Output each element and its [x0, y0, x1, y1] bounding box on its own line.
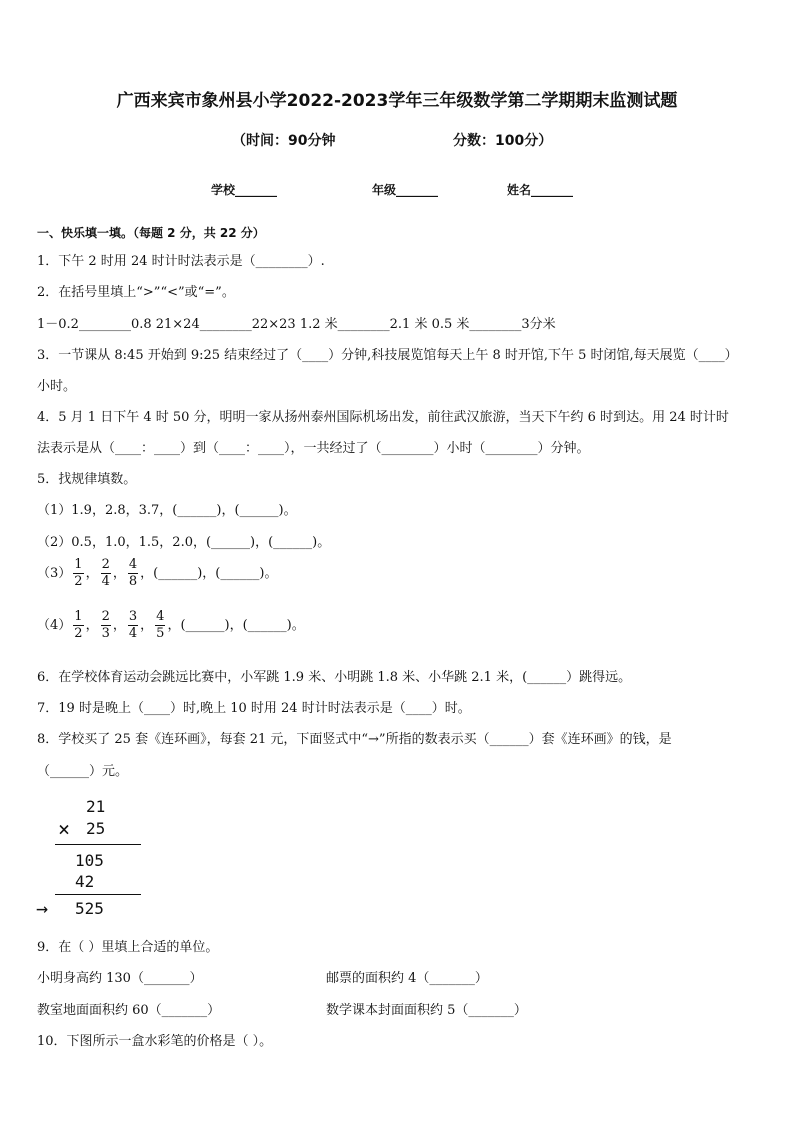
question-9-a: 小明身高约 130（_______） — [37, 971, 203, 986]
denominator: 5 — [156, 626, 165, 641]
denominator: 4 — [101, 574, 110, 589]
fraction — [73, 557, 83, 590]
times-sign: × — [58, 817, 71, 841]
question-3-line1: 3．一节课从 8:45 开始到 9:25 结束经过了（____）分钟,科技展览馆每天上午 8 时开馆,下午 5 时闭馆,每天展览（____） — [37, 348, 738, 363]
fraction — [155, 609, 165, 642]
question-2: 2．在括号里填上“>”“<”或“=”。 — [37, 285, 235, 300]
denominator: 2 — [74, 626, 83, 641]
numerator: 3 — [128, 609, 138, 624]
total-score: 分数：100分） — [453, 133, 553, 149]
numerator: 4 — [156, 609, 165, 624]
q5-3-prefix: （3） — [37, 566, 72, 581]
question-9-b: 邮票的面积约 4（_______） — [326, 971, 488, 986]
name-field: 姓名_______ — [507, 183, 574, 197]
rule-line — [55, 844, 141, 845]
vertical-multiplication — [30, 795, 130, 925]
question-2-items: 1－0.2________0.8 21×24________22×23 1.2 米________2.1 米 0.5 米________3分米 — [37, 317, 556, 332]
rule-line — [55, 894, 141, 895]
fraction — [101, 609, 111, 642]
section-heading: 一、快乐填一填。（每题 2 分，共 22 分） — [37, 226, 265, 240]
fraction — [128, 557, 138, 590]
question-7: 7．19 时是晚上（____）时,晚上 10 时用 24 时计时法表示是（____）时。 — [37, 701, 471, 716]
fraction — [128, 609, 138, 642]
partial-product-2: 42 — [75, 872, 95, 891]
q5-3-suffix: ，(______)，(______)。 — [140, 566, 278, 581]
fraction — [73, 609, 83, 642]
denominator: 2 — [74, 574, 83, 589]
question-5-2: （2）0.5，1.0，1.5，2.0，(______)，(______)。 — [37, 535, 331, 550]
partial-product-1: 105 — [75, 851, 104, 870]
question-5-4: （4） $\frac{1}{2}$ ， $\frac{2}{3}$ ， $\frac{3}{4}$ ， $\frac{4}{5}$ ，(______)，(______)。 — [37, 609, 305, 641]
question-5: 5．找规律填数。 — [37, 472, 137, 487]
multiplier: 25 — [86, 819, 106, 838]
question-9: 9．在（ ）里填上合适的单位。 — [37, 940, 219, 955]
denominator: 3 — [101, 626, 110, 641]
product: 525 — [75, 899, 104, 918]
question-1: 1．下午 2 时用 24 时计时法表示是（________）. — [37, 254, 325, 269]
grade-field: 年级_______ — [372, 183, 439, 197]
multiplicand: 21 — [86, 797, 106, 816]
question-4-line1: 4．5 月 1 日下午 4 时 50 分，明明一家从扬州泰州国际机场出发，前往武汉旅游，当天下午约 6 时到达。用 24 时计时 — [37, 410, 729, 425]
numerator: 1 — [74, 557, 83, 572]
question-4-line2: 法表示是从（____：____）到（____：____），一共经过了（________）小时（________）分钟。 — [37, 441, 590, 456]
arrow-icon: → — [36, 896, 49, 920]
denominator: 4 — [128, 626, 138, 641]
question-5-3: （3） $\frac{1}{2}$ ， $\frac{2}{4}$ ， $\frac{4}{8}$ ，(______)，(______)。 — [37, 557, 278, 589]
question-5-1: （1）1.9，2.8，3.7，(______)，(______)。 — [37, 503, 297, 518]
question-6: 6．在学校体育运动会跳远比赛中，小军跳 1.9 米、小明跳 1.8 米、小华跳 2.1 米，(______）跳得远。 — [37, 670, 632, 685]
school-field: 学校_______ — [211, 183, 278, 197]
numerator: 2 — [101, 609, 110, 624]
question-9-d: 数学课本封面面积约 5（_______） — [326, 1003, 527, 1018]
time-limit: （时间：90分钟 — [232, 133, 336, 149]
question-8-line1: 8．学校买了 25 套《连环画》，每套 21 元，下面竖式中“→”所指的数表示买（______）套《连环画》的钱，是 — [37, 732, 672, 747]
numerator: 4 — [128, 557, 138, 572]
q5-4-suffix: ，(______)，(______)。 — [167, 618, 305, 633]
question-10: 10．下图所示一盒水彩笔的价格是（ ）。 — [37, 1034, 273, 1049]
question-3-line2: 小时。 — [37, 379, 77, 394]
q5-4-prefix: （4） — [37, 618, 72, 633]
question-9-c: 教室地面面积约 60（_______） — [37, 1003, 221, 1018]
page-title: 广西来宾市象州县小学2022-2023学年三年级数学第二学期期末监测试题 — [116, 91, 678, 111]
denominator: 8 — [128, 574, 138, 589]
numerator: 2 — [101, 557, 110, 572]
numerator: 1 — [74, 609, 83, 624]
question-8-line2: （______）元。 — [37, 764, 129, 779]
fraction — [101, 557, 111, 590]
